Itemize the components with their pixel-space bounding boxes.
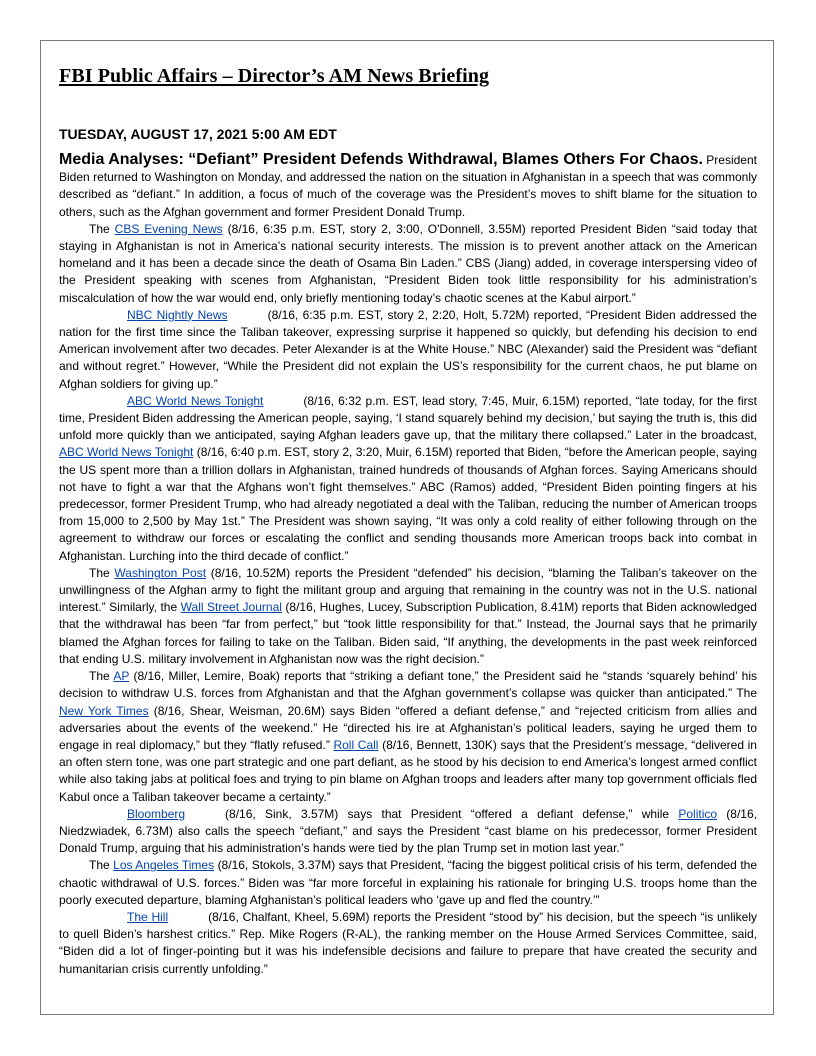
text-segment: (8/16, Stokols, 3.37M) says that President, “facing the biggest political crisis of his term, defended the chaotic withdrawal of U.S. forces.” Biden was “far more forceful in explaining his rationale for bringing U.S. troops home than the poorly executed departure, blaming Afghanistan’s political leaders who ‘gave up and fled the country.’”	[59, 858, 757, 907]
text-segment: (8/16, Niedzwiadek, 6.73M) also calls the speech “defiant,” and says the President “cast blame on his predecessor, former President Donald Trump, arguing that his administration’s hands were tied by the plan Trump set in motion last year.”	[59, 806, 757, 856]
text-segment: The	[89, 669, 114, 684]
briefing-date: TUESDAY, AUGUST 17, 2021 5:00 AM EDT	[59, 126, 337, 142]
link-los-angeles-times[interactable]: Los Angeles Times	[113, 858, 215, 873]
link-nbc-nightly-news[interactable]: NBC Nightly News	[127, 307, 228, 322]
text-segment: The	[89, 565, 115, 580]
text-segment: (8/16, 10.52M) reports the President “defended” his decision, “blaming the Taliban’s takeover on the unwillingness of the Afghan army to fight the militant group and arguing that remaining in the country was not in the U.S. national interest.” Similarly, the	[59, 565, 757, 615]
link-wall-street-journal[interactable]: Wall Street Journal	[180, 600, 282, 615]
link-bloomberg[interactable]: Bloomberg	[127, 806, 186, 821]
text-segment: (8/16, Sink, 3.57M) says that President “offered a defiant defense,” while	[225, 806, 679, 821]
text-segment: (8/16, 6:32 p.m. EST, lead story, 7:45, Muir, 6.15M) reported, “late today, for the first time, President Biden addressing the American people, saying, ‘I stand squarely behind my decision,’ but saying the truth is, this did unfold more quickly than we anticipated, saying Afghan leaders gave up, that the military there collapsed.” Later in the broadcast,	[59, 393, 757, 443]
text-segment: (8/16, Bennett, 130K) says that the President’s message, “delivered in an often stern tone, was one part strategic and one part defiant, as he stood by his decision to end America’s longest armed conflict while also taking jabs at political foes and trying to pin blame on Afghan troops and leaders after many top government officials fled Kabul once a Taliban takeover became a certainty.”	[59, 737, 757, 804]
link-politico[interactable]: Politico	[678, 806, 718, 821]
text-segment: (8/16, Hughes, Lucey, Subscription Publication, 8.41M) reports that Biden acknowledged that the withdrawal has been “far from perfect,” but “took little responsibility for that.” Instead, the Journal says that he primarily blamed the Afghan forces for failing to take on the Taliban. Biden said, “If anything, the developments in the past week reinforced that ending U.S. military involvement in Afghanistan now was the right decision.”	[59, 600, 757, 666]
paragraph-la-times	[59, 857, 757, 909]
paragraph-ap-nyt	[59, 668, 757, 806]
text-segment: (8/16, Shear, Weisman, 20.6M) says Biden “offered a defiant defense,” and “rejected criticism from allies and adversaries about the events of the weekend.” He “directed his ire at Afghanistan’s political leaders, saying he urged them to engage in real diplomacy,” but they “flatly refused.”	[59, 703, 757, 752]
article-body	[59, 151, 757, 978]
paragraph-cbs	[59, 221, 757, 307]
paragraph-intro	[59, 151, 757, 221]
link-washington-post[interactable]: Washington Post	[114, 565, 207, 580]
link-abc-world-news-tonight[interactable]: ABC World News Tonight	[127, 393, 264, 408]
text-segment: The	[89, 221, 115, 236]
intro-text: President Biden returned to Washington on Monday, and addressed the nation on the situation in Afghanistan in a speech that was commonly described as “defiant.” In addition, a focus of much of the coverage was the President’s moves to shift blame for the situation to others, such as the Afghan government and former President Donald Trump.	[59, 153, 757, 219]
text-segment: (8/16, 6:40 p.m. EST, story 2, 3:20, Muir, 6.15M) reported that Biden, “before the American people, saying the US spent more than a trillion dollars in Afghanistan, trained hundreds of thousands of Afghan forces. Saying Americans should not have to fight a war that the Afghans won’t fight themselves.” ABC (Ramos) added, “President Biden pointing fingers at his predecessor, former President Trump, who had already negotiated a deal with the Taliban, reducing the number of American troops from 15,000 to 2,500 by May 1st.” The President was shown saying, “It was only a cold reality of either following through on the agreement to withdraw our forces or escalating the conflict and sending thousands more American troops back into combat in Afghanistan. Lurching into the third decade of conflict.”	[59, 445, 758, 563]
link-abc-world-news-tonight-2[interactable]: ABC World News Tonight	[59, 445, 194, 460]
paragraph-abc	[59, 393, 757, 565]
page-frame	[40, 40, 774, 1015]
text-segment: (8/16, Chalfant, Kheel, 5.69M) reports the President “stood by” his decision, but the speech “is unlikely to quell Biden’s harshest critics.” Rep. Mike Rogers (R-AL), the ranking member on the House Armed Services Committee, said, “Biden did a lot of finger-pointing but it was his indefensible decisions and failure to prepare that have created the security and humanitarian crisis currently unfolding.”	[59, 909, 757, 976]
text-segment: (8/16, 6:35 p.m. EST, story 2, 3:00, O'Donnell, 3.55M) reported President Biden “said today that staying in Afghanistan is not in America’s national security interests. The mission is to prevent another attack on the American homeland and it has been a decade since the death of Osama Bin Laden.” CBS (Jiang) added, in coverage interspersing video of the President speaking with scenes from Afghanistan, “President Biden took little responsibility for his administration’s miscalculation of how the war would end, only briefly mentioning today’s chaotic scenes at the Kabul airport.”	[59, 221, 758, 305]
link-ap[interactable]: AP	[113, 669, 130, 684]
headline: Media Analyses: “Defiant” President Defends Withdrawal, Blames Others For Chaos.	[59, 151, 703, 168]
link-roll-call[interactable]: Roll Call	[333, 737, 379, 752]
link-new-york-times[interactable]: New York Times	[59, 703, 149, 718]
link-the-hill[interactable]: The Hill	[127, 909, 169, 924]
paragraph-the-hill	[59, 909, 757, 978]
page-title: FBI Public Affairs – Director’s AM News Briefing	[59, 65, 490, 87]
text-segment: The	[89, 858, 114, 873]
link-cbs-evening-news[interactable]: CBS Evening News	[114, 221, 223, 236]
paragraph-post-wsj	[59, 565, 757, 668]
paragraph-bloomberg	[59, 806, 757, 858]
text-segment: (8/16, Miller, Lemire, Boak) reports that “striking a defiant tone,” the President said he “stands ‘squarely behind’ his decision to withdraw U.S. forces from Afghanistan and that the Afghan government’s collapse was quicker than anticipated.” The	[59, 669, 757, 701]
text-segment: (8/16, 6:35 p.m. EST, story 2, 2:20, Holt, 5.72M) reported, “President Biden addressed the nation for the first time since the Taliban takeover, expressing surprise it happened so quickly, but defending his decision to end American involvement after two decades. Peter Alexander is at the White House.” NBC (Alexander) said the President was “defiant and without regret.” However, “While the President did not explain the US’s responsibility for the current chaos, he put blame on Afghan soldiers for giving up.”	[59, 307, 757, 391]
paragraph-nbc	[59, 307, 757, 393]
